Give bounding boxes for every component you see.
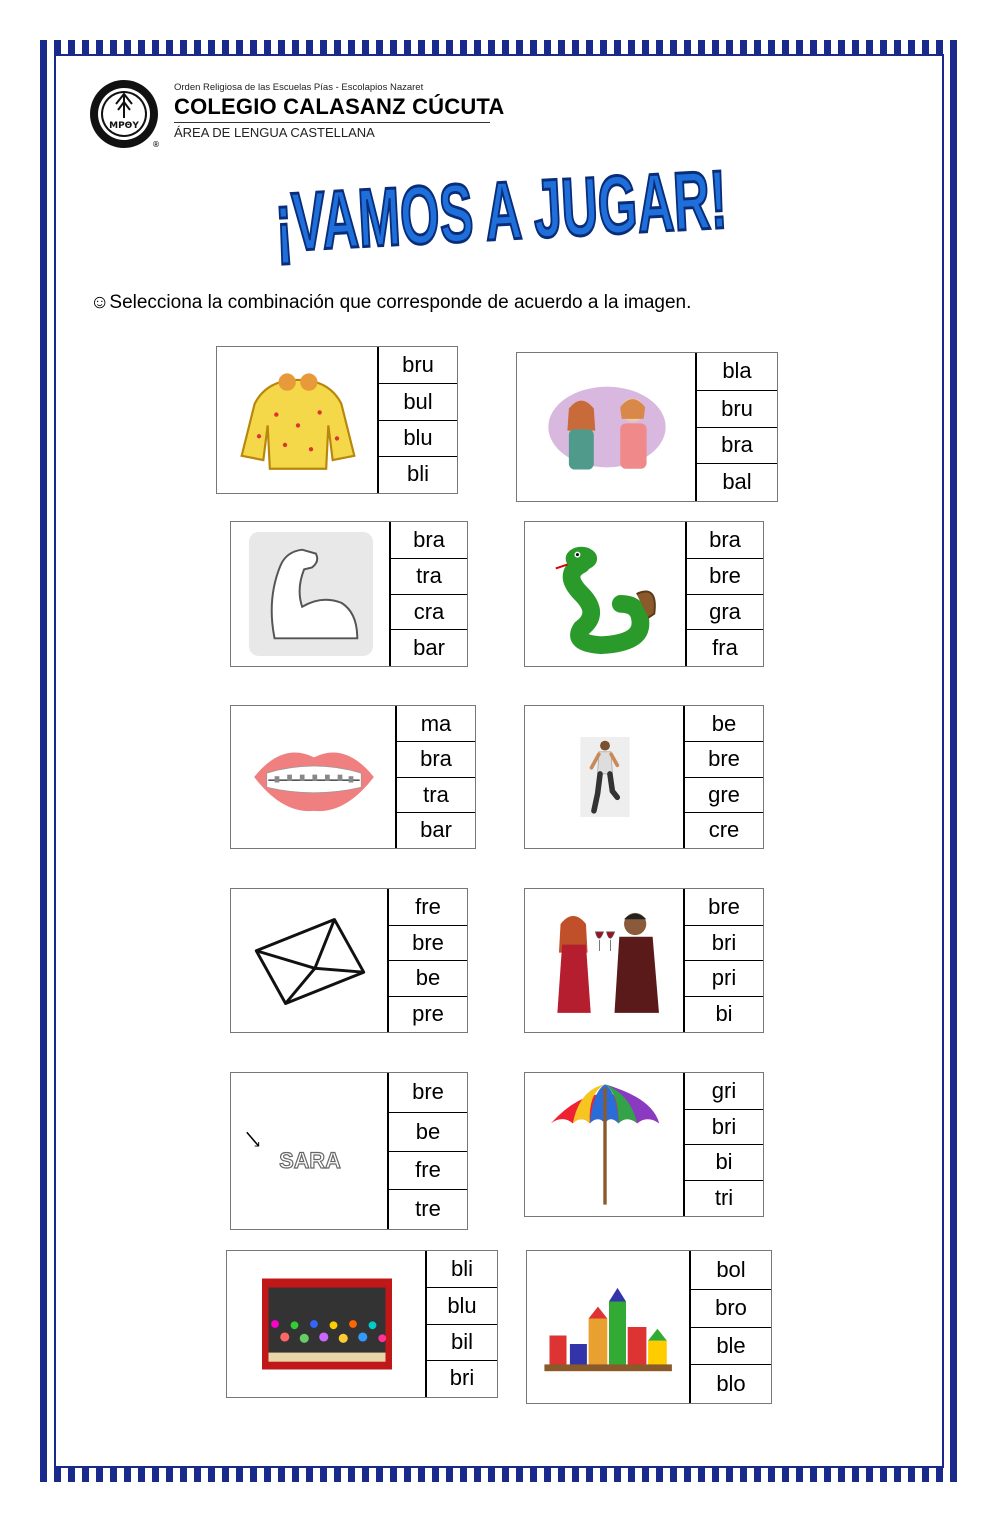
- option-cra[interactable]: cra: [391, 594, 467, 630]
- school-supertitle: Orden Religiosa de las Escuelas Pías - Escolapios Nazaret: [174, 82, 424, 93]
- option-be[interactable]: be: [389, 1112, 467, 1151]
- option-bra[interactable]: bra: [397, 741, 475, 776]
- exercise-card: [230, 1072, 468, 1230]
- option-blu[interactable]: blu: [427, 1287, 497, 1323]
- option-bri[interactable]: bri: [685, 1109, 763, 1145]
- option-pri[interactable]: pri: [685, 960, 763, 996]
- option-bre[interactable]: bre: [412, 1079, 444, 1105]
- exercise-card: [516, 352, 778, 502]
- option-bol[interactable]: bol: [716, 1256, 746, 1282]
- option-fre[interactable]: fre: [389, 1151, 467, 1190]
- option-blo[interactable]: blo: [691, 1364, 771, 1402]
- option-gra[interactable]: gra: [687, 594, 763, 630]
- option-bru[interactable]: bru: [697, 390, 777, 427]
- school-name: COLEGIO CALASANZ CÚCUTA: [174, 94, 505, 119]
- option-bar[interactable]: bar: [397, 812, 475, 847]
- option-gri[interactable]: gri: [711, 1077, 737, 1103]
- braces-mouth-icon: [231, 706, 397, 848]
- svg-text:SARA: SARA: [279, 1147, 341, 1173]
- option-bra[interactable]: bra: [709, 526, 741, 552]
- option-ble[interactable]: ble: [691, 1327, 771, 1365]
- exercise-card: [524, 888, 764, 1033]
- option-cre[interactable]: cre: [685, 812, 763, 847]
- option-bro[interactable]: bro: [691, 1289, 771, 1327]
- option-tra[interactable]: tra: [397, 777, 475, 812]
- option-bre[interactable]: bre: [389, 925, 467, 961]
- envelope-icon: [231, 889, 389, 1032]
- instruction-text: ☺Selecciona la combinación que corresponde de acuerdo a la imagen.: [90, 292, 692, 313]
- arm-icon: [231, 522, 391, 666]
- option-column: [377, 347, 457, 493]
- page-title: [266, 145, 905, 270]
- option-bri[interactable]: bri: [685, 925, 763, 961]
- svg-text:¡VAMOS A JUGAR!: ¡VAMOS A JUGAR!: [272, 145, 905, 270]
- option-bre[interactable]: bre: [687, 558, 763, 594]
- toast-couple-icon: [525, 889, 685, 1032]
- option-tra[interactable]: tra: [391, 558, 467, 594]
- exercise-card: [230, 888, 468, 1033]
- blouse-icon: [217, 347, 379, 493]
- option-column: [689, 1251, 771, 1403]
- option-blu[interactable]: blu: [379, 420, 457, 456]
- option-bil[interactable]: bil: [427, 1324, 497, 1360]
- exercise-card: [230, 521, 468, 667]
- option-bra[interactable]: bra: [697, 427, 777, 464]
- registered-mark: ®: [152, 140, 160, 149]
- exercise-card: [526, 1250, 772, 1404]
- running-man-icon: [525, 706, 685, 848]
- option-bli[interactable]: bli: [379, 456, 457, 492]
- option-bra[interactable]: bra: [413, 526, 445, 552]
- option-column: [683, 889, 763, 1032]
- option-column: [695, 353, 777, 501]
- option-column: [685, 522, 763, 666]
- whispering-girls-icon: [517, 353, 697, 501]
- exercise-card: [524, 521, 764, 667]
- option-bli[interactable]: bli: [450, 1256, 473, 1282]
- option-bal[interactable]: bal: [697, 463, 777, 500]
- option-bul[interactable]: bul: [379, 383, 457, 419]
- school-area: ÁREA DE LENGUA CASTELLANA: [174, 125, 375, 140]
- option-bar[interactable]: bar: [391, 629, 467, 665]
- exercise-card: [230, 705, 476, 849]
- option-be[interactable]: be: [711, 710, 737, 736]
- option-column: [387, 889, 467, 1032]
- option-column: [395, 706, 475, 848]
- option-bru[interactable]: bru: [402, 352, 434, 378]
- option-gre[interactable]: gre: [685, 777, 763, 812]
- option-be[interactable]: be: [389, 960, 467, 996]
- option-bre[interactable]: bre: [685, 741, 763, 776]
- option-fre[interactable]: fre: [415, 893, 441, 919]
- option-fra[interactable]: fra: [687, 629, 763, 665]
- exercise-card: [216, 346, 458, 494]
- umbrella-icon: [525, 1073, 685, 1216]
- name-text-icon: [231, 1073, 389, 1229]
- exercise-card: [524, 705, 764, 849]
- option-column: [683, 1073, 763, 1216]
- blocks-icon: [527, 1251, 691, 1403]
- svg-text:MPΘY: MPΘY: [109, 121, 139, 131]
- option-column: [683, 706, 763, 848]
- exercise-card: [226, 1250, 498, 1398]
- option-tri[interactable]: tri: [685, 1180, 763, 1216]
- header-divider: [174, 122, 490, 123]
- option-tre[interactable]: tre: [389, 1189, 467, 1228]
- option-bre[interactable]: bre: [708, 893, 740, 919]
- exercise-card: [524, 1072, 764, 1217]
- option-column: [387, 1073, 467, 1229]
- option-column: [425, 1251, 497, 1397]
- school-seal-icon: [88, 78, 160, 150]
- option-ma[interactable]: ma: [420, 710, 452, 736]
- option-pre[interactable]: pre: [389, 996, 467, 1032]
- option-column: [389, 522, 467, 666]
- option-bri[interactable]: bri: [427, 1360, 497, 1396]
- snake-icon: [525, 522, 687, 666]
- audience-icon: [227, 1251, 427, 1397]
- option-bi[interactable]: bi: [685, 996, 763, 1032]
- option-bla[interactable]: bla: [722, 358, 752, 384]
- option-bi[interactable]: bi: [685, 1144, 763, 1180]
